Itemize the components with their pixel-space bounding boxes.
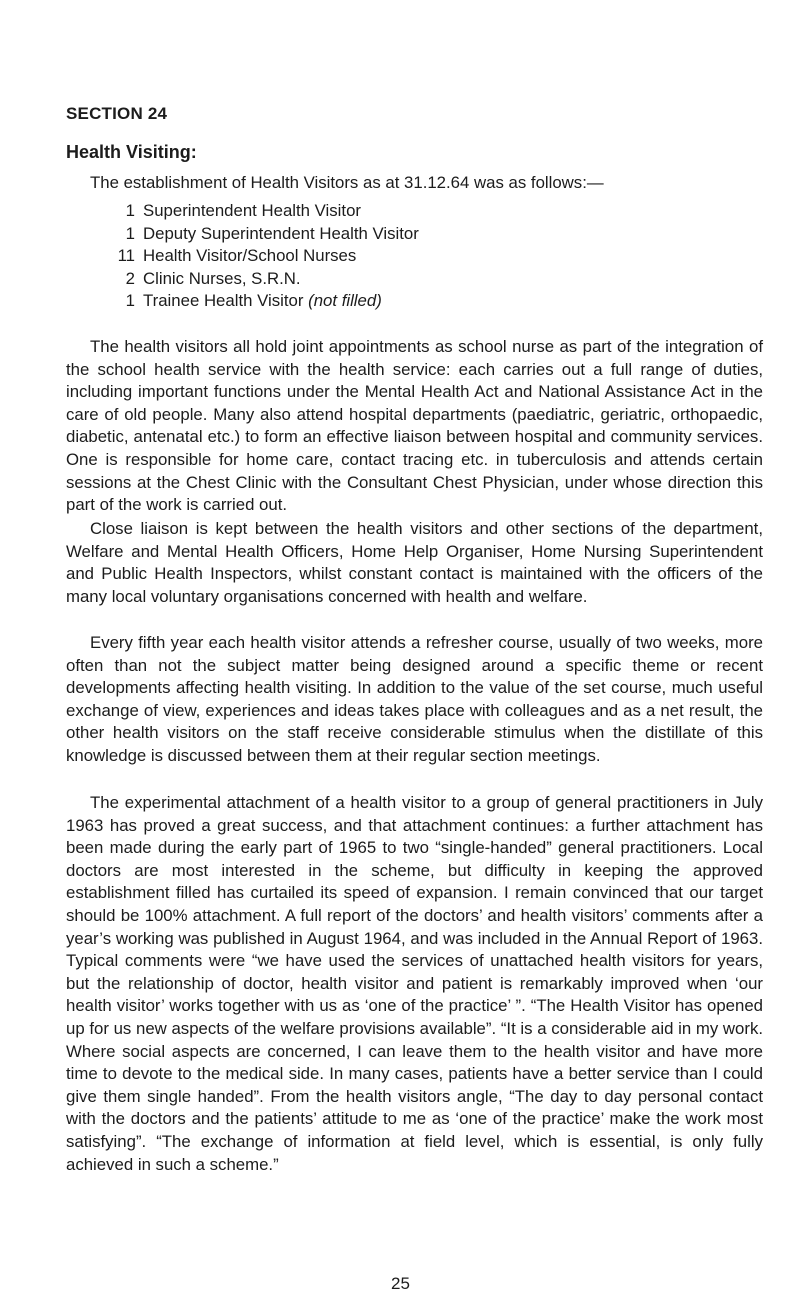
list-item-role: Clinic Nurses, S.R.N.: [143, 268, 301, 288]
list-item-role: Superintendent Health Visitor: [143, 201, 361, 220]
list-item-note: (not filled): [308, 291, 382, 311]
list-item: [110, 245, 419, 268]
subheading-health-visiting: Health Visiting:: [66, 142, 197, 162]
list-item-count: 2: [125, 268, 135, 288]
list-item-count: 1: [125, 291, 135, 311]
section-heading: SECTION 24: [66, 104, 168, 123]
list-item-role: Trainee Health Visitor: [143, 291, 304, 311]
list-item: [110, 200, 419, 223]
page-number: 25: [391, 1274, 410, 1293]
paragraph-text: The experimental attachment of a health visitor to a group of general practitioners in July 1963 has proved a great success, and that attachment continues: a further attachment has been made during the early part of 1965 to two “single-handed” general practitioners. Local doctors are most interested in the scheme, but difficulty in keeping the approved establishment filled has curtailed its speed of expansion. I remain convinced that our target should be 100% attachment. A full report of the doctors’ and health visitors’ comments after a year’s working was published in August 1964, and was included in the Annual Report of 1963. Typical comments were “we have used the services of unattached health visitors for years, but the relationship of doctor, health visitor and patient is remarkably improved when ‘our health visitor’ works together with us as ‘one of the practice’ ”. “The Health Visitor has opened up for us new aspects of the welfare provisions available”. “It is a considerable aid in my work. Where social aspects are concerned, I can leave them to the health visitor and have more time to devote to the medical side. In many cases, patients have a better service than I could give them single handed”. From the health visitors angle, “The day to day personal contact with the doctors and the patients’ attitude to me as ‘one of the practice’ make the work most satisfying”. “The exchange of information at field level, which is essential, is only fully achieved in such a scheme.”: [66, 793, 763, 1174]
paragraph-refresher-course: [66, 632, 763, 768]
list-item-count: 11: [117, 246, 135, 266]
establishment-list: [110, 200, 419, 313]
establishment-intro-text: The establishment of Health Visitors as at 31.12.64 was as follows:—: [90, 173, 604, 192]
paragraph-liaison: [66, 518, 763, 608]
paragraph-text: Close liaison is kept between the health visitors and other sections of the department, Welfare and Mental Health Officers, Home Help Organiser, Home Nursing Superintendent and Public Health Inspectors, whilst constant contact is maintained with the officers of the many local voluntary organisations concerned with health and welfare.: [66, 519, 763, 606]
paragraph-text: Every fifth year each health visitor attends a refresher course, usually of two weeks, more often than not the subject matter being designed around a specific theme or recent developments affecting health visiting. In addition to the value of the set course, much useful exchange of view, experiences and ideas takes place with colleagues and as a net result, the other health visitors on the staff receive considerable stimulus when the distillate of this knowledge is discussed between them at their regular section meetings.: [66, 633, 763, 765]
list-item-role: Health Visitor/School Nurses: [143, 246, 357, 266]
paragraph-text: The health visitors all hold joint appointments as school nurse as part of the integration of the school health service with the health service: each carries out a full range of duties, including important functions under the Mental Health Act and National Assistance Act in the care of old people. Many also attend hospital departments (paediatric, geriatric, orthopaedic, diabetic, antenatal etc.) to form an effective liaison between hospital and community services. One is responsible for home care, contact tracing etc. in tuberculosis and attends certain sessions at the Chest Clinic with the Consultant Chest Physician, under whose direction this part of the work is carried out.: [66, 337, 763, 515]
list-item-count: 1: [125, 223, 135, 243]
list-item: [110, 290, 419, 313]
list-item: [110, 223, 419, 246]
list-item-count: 1: [125, 201, 135, 220]
list-item: [110, 268, 419, 291]
paragraph-attachment: [66, 792, 763, 1176]
list-item-role: Deputy Superintendent Health Visitor: [143, 223, 419, 243]
establishment-intro: [66, 172, 763, 195]
paragraph-joint-appointments: [66, 336, 763, 517]
